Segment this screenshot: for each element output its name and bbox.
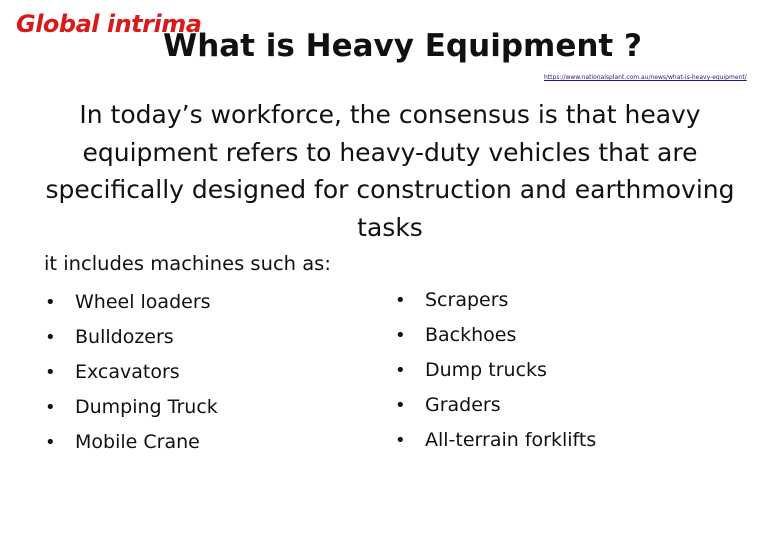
list-item-label: Scrapers (425, 289, 509, 311)
list-item-label: Excavators (75, 361, 180, 383)
list-item-label: Dumping Truck (75, 396, 218, 418)
list-item-label: All-terrain forklifts (425, 429, 597, 451)
equipment-list-left (45, 285, 345, 460)
bullet-icon: • (45, 327, 56, 348)
equipment-list-right (395, 283, 715, 458)
list-item-label: Bulldozers (75, 326, 174, 348)
list-item (45, 285, 345, 320)
list-item-label: Wheel loaders (75, 291, 211, 313)
list-item (395, 423, 715, 458)
list-item-label: Mobile Crane (75, 431, 200, 453)
bullet-icon: • (395, 395, 406, 416)
slide-title: What is Heavy Equipment ? (163, 28, 643, 64)
list-item (45, 425, 345, 460)
list-item (45, 390, 345, 425)
list-item (395, 388, 715, 423)
bullet-icon: • (395, 360, 406, 381)
brand-logo: Global intrima (16, 10, 202, 38)
source-link[interactable]: https://www.nationalsplant.com.au/news/what-is-heavy-equipment/ (544, 74, 747, 81)
intro-paragraph: In today’s workforce, the consensus is that heavy equipment refers to heavy-duty vehicles that are specifically designed for construction and earthmoving tasks (45, 100, 735, 242)
list-item (395, 353, 715, 388)
bullet-icon: • (45, 397, 56, 418)
list-item (45, 320, 345, 355)
bullet-icon: • (395, 430, 406, 451)
list-item (395, 318, 715, 353)
bullet-icon: • (395, 325, 406, 346)
list-item-label: Dump trucks (425, 359, 547, 381)
bullet-icon: • (45, 292, 56, 313)
list-item-label: Graders (425, 394, 501, 416)
bullet-icon: • (395, 290, 406, 311)
bullet-icon: • (45, 432, 56, 453)
list-intro: it includes machines such as: (44, 252, 331, 275)
bullet-icon: • (45, 362, 56, 383)
list-item (395, 283, 715, 318)
list-item (45, 355, 345, 390)
list-item-label: Backhoes (425, 324, 517, 346)
